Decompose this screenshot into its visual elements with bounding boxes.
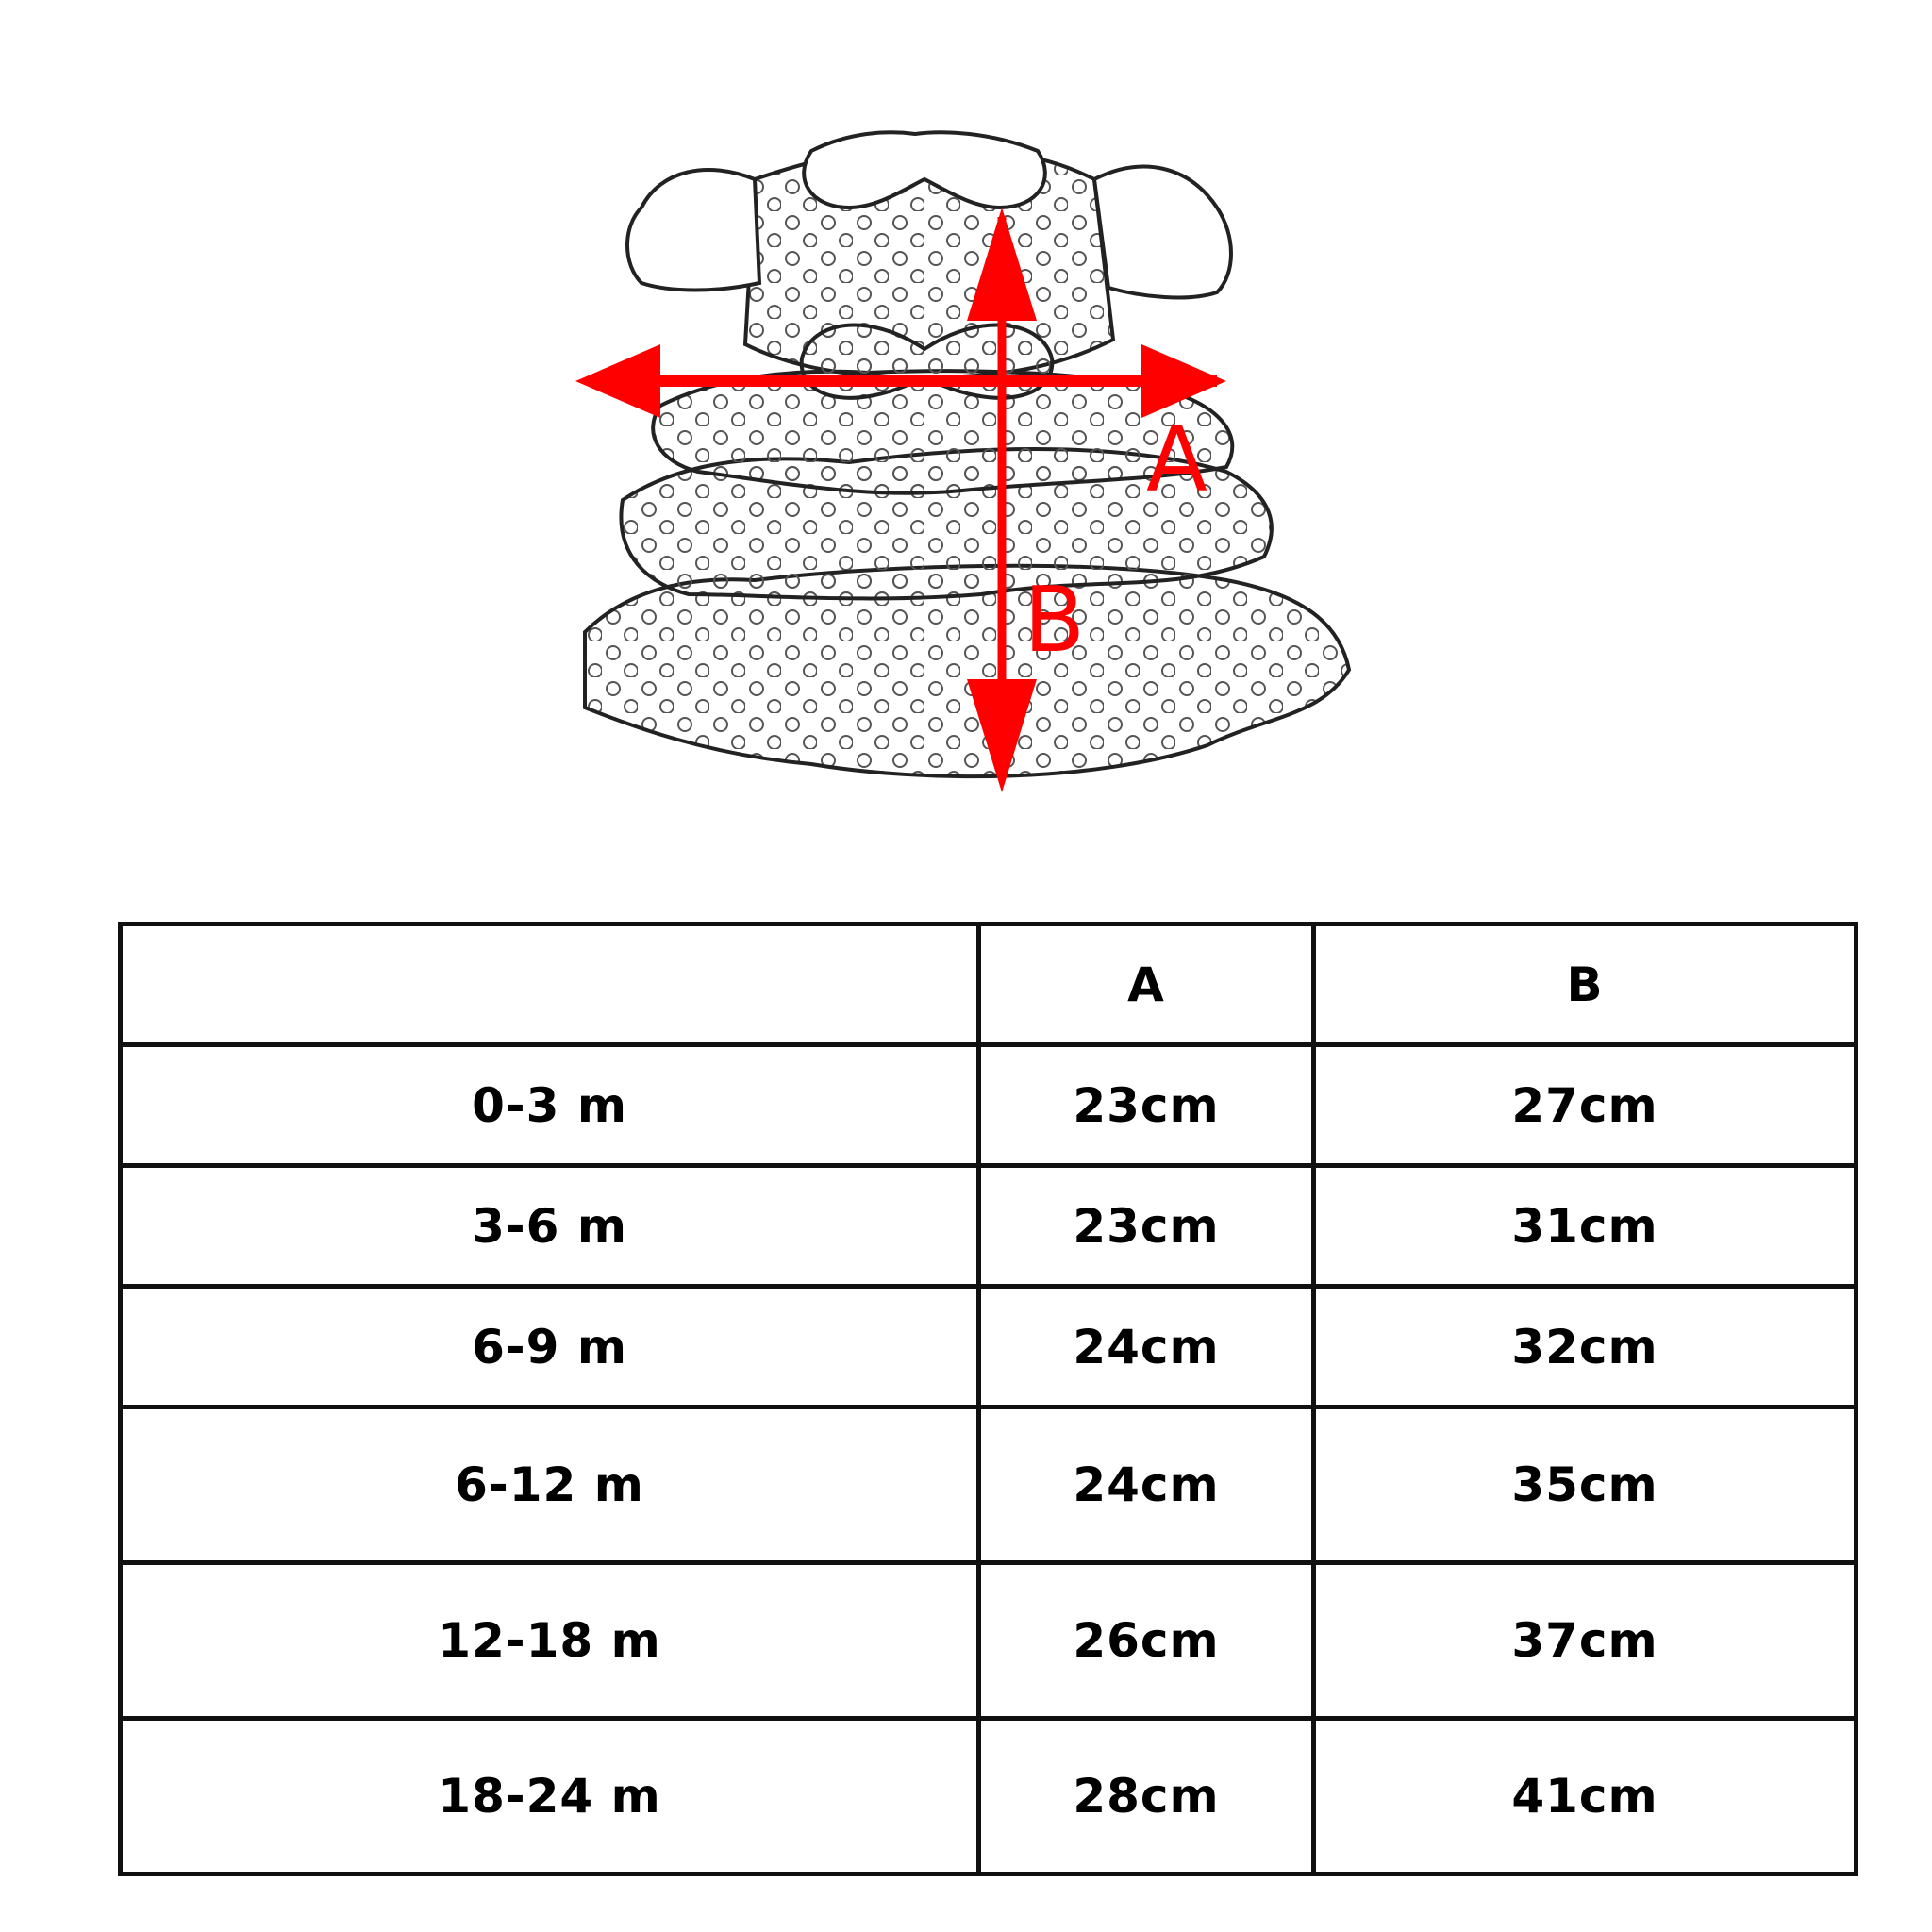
header-cell-size: [121, 924, 979, 1045]
size-cell: 6-9 m: [121, 1287, 979, 1407]
table-header-row: [121, 924, 1857, 1045]
size-cell: 3-6 m: [121, 1166, 979, 1287]
header-cell-b: B: [1314, 924, 1857, 1045]
dress-illustration: [566, 104, 1453, 840]
table-row: [121, 1287, 1857, 1407]
a-cell: 26cm: [979, 1563, 1314, 1719]
table-row: [121, 1563, 1857, 1719]
a-cell: 28cm: [979, 1719, 1314, 1874]
arrow-a-left-head: [575, 344, 660, 418]
size-cell: 18-24 m: [121, 1719, 979, 1874]
table-row: [121, 1719, 1857, 1874]
b-cell: 32cm: [1314, 1287, 1857, 1407]
table-row: [121, 1166, 1857, 1287]
header-cell-a: A: [979, 924, 1314, 1045]
b-cell: 27cm: [1314, 1045, 1857, 1166]
b-cell: 35cm: [1314, 1407, 1857, 1563]
b-cell: 31cm: [1314, 1166, 1857, 1287]
b-cell: 37cm: [1314, 1563, 1857, 1719]
label-a: A: [1146, 408, 1208, 512]
a-cell: 23cm: [979, 1045, 1314, 1166]
a-cell: 24cm: [979, 1287, 1314, 1407]
a-cell: 23cm: [979, 1166, 1314, 1287]
left-sleeve: [627, 170, 759, 291]
b-cell: 41cm: [1314, 1719, 1857, 1874]
size-cell: 0-3 m: [121, 1045, 979, 1166]
table-row: [121, 1407, 1857, 1563]
label-b: B: [1024, 569, 1086, 673]
a-cell: 24cm: [979, 1407, 1314, 1563]
skirt-tier-3: [585, 566, 1349, 776]
right-sleeve: [1094, 167, 1231, 298]
dress-sketch: [585, 132, 1349, 776]
size-cell: 6-12 m: [121, 1407, 979, 1563]
size-cell: 12-18 m: [121, 1563, 979, 1719]
table-row: [121, 1045, 1857, 1166]
size-chart-table: [118, 922, 1858, 1876]
